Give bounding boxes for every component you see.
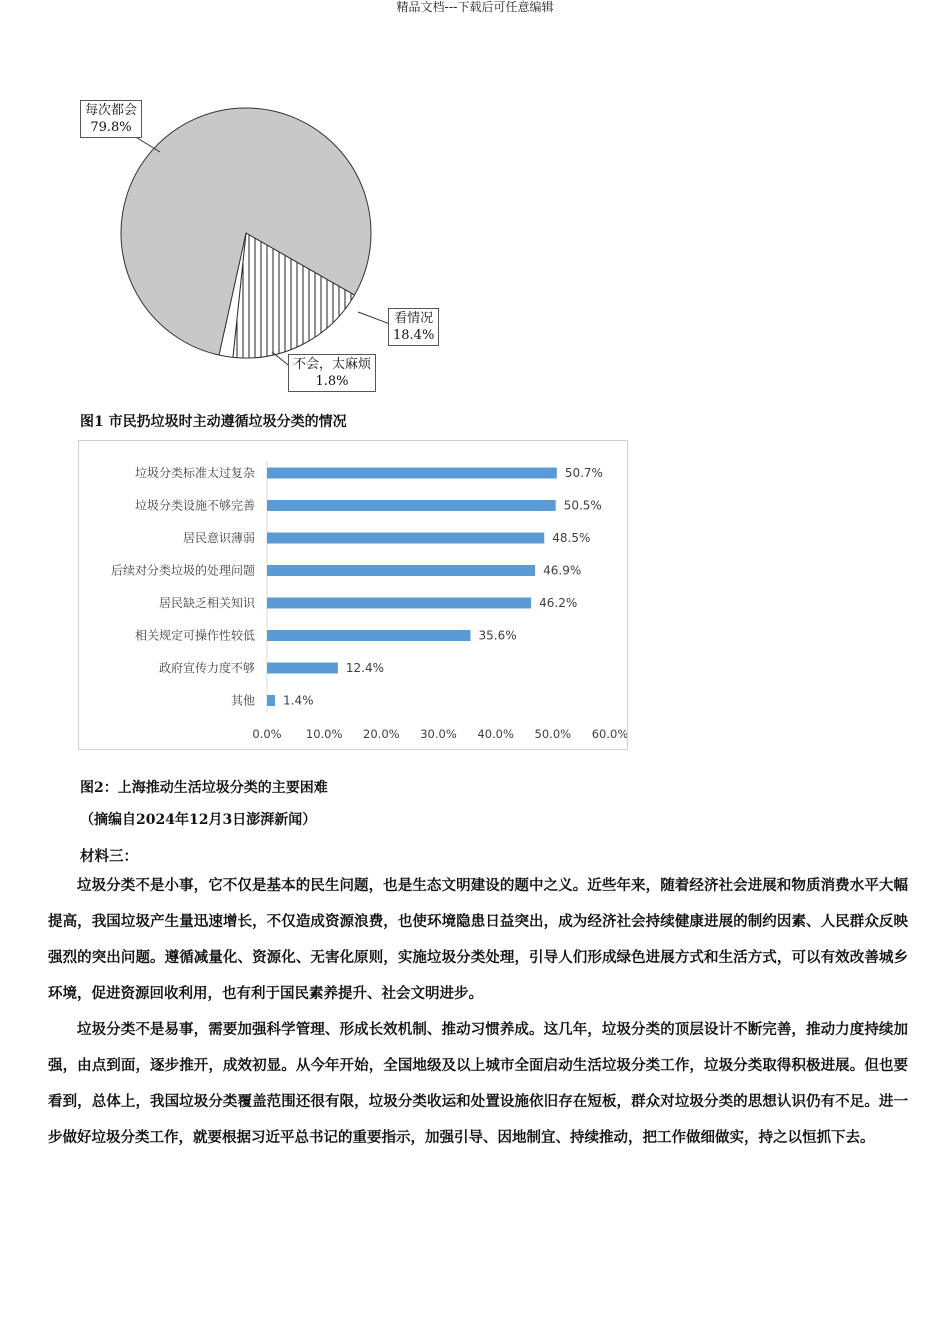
figure2-caption: 图2：上海推动生活垃圾分类的主要困难: [80, 780, 328, 796]
bar-data-label: 46.9%: [543, 563, 582, 578]
bar: [267, 695, 275, 706]
bar-data-label: 48.5%: [552, 531, 591, 545]
material-paragraph-2: 垃圾分类不是易事，需要加强科学管理、形成长效机制、推动习惯养成。这几年，垃圾分类的顶层设计不断完善，推动力度持续加强，由点到面，逐步推开，成效初显。从今年开始，全国地级及以上城市全面启动生活垃圾分类工作，垃圾分类取得积极进展。但也要看到，总体上，我国垃圾分类覆盖范围还很有限，垃圾分类收运和处置设施依旧存在短板，群众对垃圾分类的思想认识仍有不足。进一步做好垃圾分类工作，就要根据习近平总书记的重要指示，加强引导、因地制宜、持续推动，把工作做细做实，持之以恒抓下去。: [48, 1021, 908, 1146]
bar-data-label: 46.2%: [539, 596, 578, 610]
pie-label-never-pct: 1.8%: [315, 374, 349, 389]
bar: [267, 630, 471, 641]
bar-category-label: 垃圾分类设施不够完善: [134, 498, 255, 513]
pie-chart-svg: [60, 90, 480, 410]
bar-data-label: 35.6%: [478, 628, 517, 643]
bar-category-label: 居民缺乏相关知识: [158, 596, 255, 610]
bar: [267, 500, 556, 511]
bar-category-label: 政府宣传力度不够: [158, 661, 255, 675]
bar-x-tick-label: 10.0%: [305, 727, 343, 741]
bar-data-label: 12.4%: [345, 661, 385, 675]
bar: [267, 565, 535, 576]
pie-label-depends-pct: 18.4%: [393, 328, 435, 343]
pie-leader-depends: [358, 312, 390, 324]
bar-category-label: 其他: [230, 693, 255, 708]
figure1-caption: 图1 市民扔垃圾时主动遵循垃圾分类的情况: [80, 414, 347, 430]
pie-label-always-name: 每次都会: [85, 103, 138, 118]
bar-x-tick-label: 20.0%: [363, 727, 400, 741]
pie-label-never: [288, 354, 376, 392]
bar: [267, 533, 544, 544]
pie-chart: [60, 90, 480, 410]
material-paragraph-1: 垃圾分类不是小事，它不仅是基本的民生问题，也是生态文明建设的题中之义。近些年来，随着经济社会进展和物质消费水平大幅提高，我国垃圾产生量迅速增长，不仅造成资源浪费，也使环境隐患日益突出，成为经济社会持续健康进展的制约因素、人民群众反映强烈的突出问题。遵循减量化、资源化、无害化原则，实施垃圾分类处理，引导人们形成绿色进展方式和生活方式，可以有效改善城乡环境，促进资源回收利用，也有利于国民素养提升、社会文明进步。: [48, 877, 908, 1002]
bar-data-label: 50.5%: [563, 498, 602, 513]
bar-category-label: 相关规定可操作性较低: [134, 628, 255, 643]
pie-label-depends-name: 看情况: [394, 311, 434, 326]
figure2-source: （摘编自2024年12月3日澎湃新闻）: [80, 812, 317, 828]
pie-label-never-name: 不会，太麻烦: [293, 357, 372, 372]
bar-x-tick-label: 50.0%: [534, 727, 572, 741]
bar: [267, 468, 557, 479]
bar-category-label: 垃圾分类标准太过复杂: [134, 466, 255, 480]
material-heading: 材料三：: [80, 848, 138, 865]
bar: [267, 663, 338, 674]
material-body: [48, 868, 908, 1156]
bar-data-label: 50.7%: [564, 466, 603, 480]
bar-x-tick-label: 40.0%: [477, 727, 514, 741]
bar-category-label: 后续对分类垃圾的处理问题: [110, 563, 255, 578]
bar-x-tick-label: 60.0%: [591, 727, 627, 741]
bar-category-label: 居民意识薄弱: [182, 531, 255, 545]
bar: [267, 598, 531, 609]
pie-label-always: [80, 100, 142, 138]
bar-data-label: 1.4%: [283, 693, 314, 708]
bar-chart: [78, 440, 628, 750]
bar-x-tick-label: 0.0%: [252, 727, 282, 741]
pie-leader-always: [134, 136, 160, 152]
bar-chart-svg: [79, 441, 627, 749]
pie-label-always-pct: 79.8%: [90, 120, 132, 135]
page-header: 精品文档---下载后可任意编辑: [396, 0, 554, 14]
bar-x-tick-label: 30.0%: [420, 727, 457, 741]
pie-label-depends: [388, 308, 439, 346]
